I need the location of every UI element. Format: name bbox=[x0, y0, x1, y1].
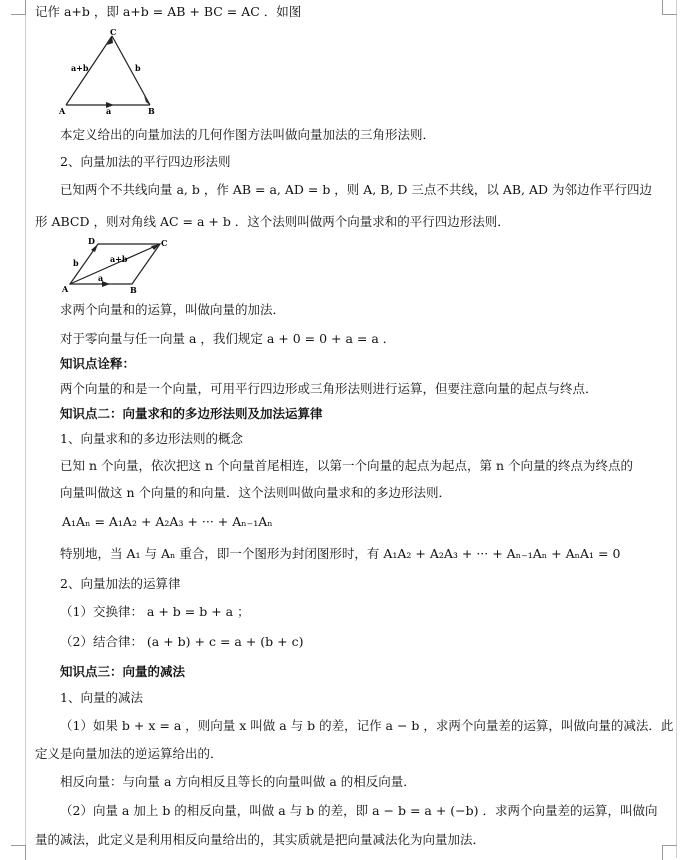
corner-mark-top-left bbox=[11, 0, 26, 15]
parallelogram-label-a: a bbox=[98, 273, 104, 283]
triangle-label-b: b bbox=[135, 63, 141, 73]
triangle-label-a-plus-b: a+b bbox=[71, 63, 89, 73]
text-line: 已知 n 个向量，依次把这 n 个向量首尾相连，以第一个向量的起点为起点，第 n 个向量的终点为终点的 bbox=[60, 458, 633, 473]
parallelogram-label-c: C bbox=[161, 238, 168, 248]
text-line: 求两个向量和的运算，叫做向量的加法． bbox=[60, 302, 286, 317]
parallelogram-label-b: b bbox=[73, 258, 79, 268]
corner-mark-top-right bbox=[662, 0, 677, 15]
text-line: 两个向量的和是一个向量，可用平行四边形或三角形法则进行运算，但要注意向量的起点与终点． bbox=[60, 381, 598, 396]
text-line: 1、向量的减法 bbox=[60, 690, 143, 705]
text-line: 已知两个不共线向量 a, b ，作 AB = a, AD = b ，则 A, B, D 三点不共线，以 AB, AD 为邻边作平行四边 bbox=[60, 182, 653, 197]
triangle-figure bbox=[58, 28, 158, 116]
text-line: A₁Aₙ = A₁A₂ + A₂A₃ + ··· + Aₙ₋₁Aₙ bbox=[62, 514, 273, 529]
parallelogram-label-a-plus-b: a+b bbox=[110, 254, 128, 264]
section-heading: 知识点二：向量求和的多边形法则及加法运算律 bbox=[60, 406, 323, 421]
text-line: 量的减法，此定义是利用相反向量给出的，其实质就是把向量减法化为向量加法． bbox=[35, 832, 486, 847]
text-line: 对于零向量与任一向量 a ，我们规定 a + 0 = 0 + a = a ． bbox=[60, 331, 396, 346]
text-line: 记作 a+b ，即 a+b = AB + BC = AC ．如图 bbox=[35, 4, 302, 19]
text-line: （2）向量 a 加上 b 的相反向量，叫做 a 与 b 的差，即 a − b = a + (−b) ．求两个向量差的运算，叫做向 bbox=[60, 803, 658, 818]
text-line: 1、向量求和的多边形法则的概念 bbox=[60, 431, 243, 446]
section-heading: 知识点三：向量的减法 bbox=[60, 664, 186, 679]
text-line: 形 ABCD ，则对角线 AC = a + b ．这个法则叫做两个向量求和的平行四边形法则． bbox=[35, 214, 510, 229]
triangle-label-a: a bbox=[106, 106, 112, 116]
corner-mark-bottom-left bbox=[11, 845, 26, 860]
text-line: （2）结合律： (a + b) + c = a + (b + c) bbox=[60, 634, 304, 649]
parallelogram-label-d: D bbox=[88, 236, 95, 246]
parallelogram-label-vertex-b: B bbox=[130, 285, 137, 295]
parallelogram-label-vertex-a: A bbox=[62, 284, 69, 294]
text-line: 相反向量：与向量 a 方向相反且等长的向量叫做 a 的相反向量． bbox=[60, 774, 416, 789]
text-line: （1）如果 b + x = a ，则向量 x 叫做 a 与 b 的差，记作 a − b ，求两个向量差的运算，叫做向量的减法．此 bbox=[60, 718, 674, 733]
text-line: （1）交换律： a + b = b + a ； bbox=[60, 604, 250, 619]
triangle-label-vertex-b: B bbox=[148, 106, 155, 116]
text-line: 特别地，当 A₁ 与 Aₙ 重合，即一个图形为封闭图形时，有 A₁A₂ + A₂A₃ + ··· + Aₙ₋₁Aₙ + AₙA₁ = 0 bbox=[60, 546, 621, 561]
text-line: 2、向量加法的运算律 bbox=[60, 576, 181, 591]
text-line: 定义是向量加法的逆运算给出的． bbox=[35, 746, 223, 761]
corner-mark-bottom-right bbox=[662, 845, 677, 860]
triangle-label-c: C bbox=[110, 28, 117, 37]
text-line: 向量叫做这 n 个向量的和向量．这个法则叫做向量求和的多边形法则． bbox=[60, 485, 451, 500]
section-heading: 知识点诠释： bbox=[60, 356, 136, 371]
parallelogram-figure bbox=[60, 236, 170, 296]
text-line: 2、向量加法的平行四边形法则 bbox=[60, 154, 231, 169]
triangle-label-vertex-a: A bbox=[59, 106, 66, 116]
text-line: 本定义给出的向量加法的几何作图方法叫做向量加法的三角形法则． bbox=[60, 127, 436, 142]
